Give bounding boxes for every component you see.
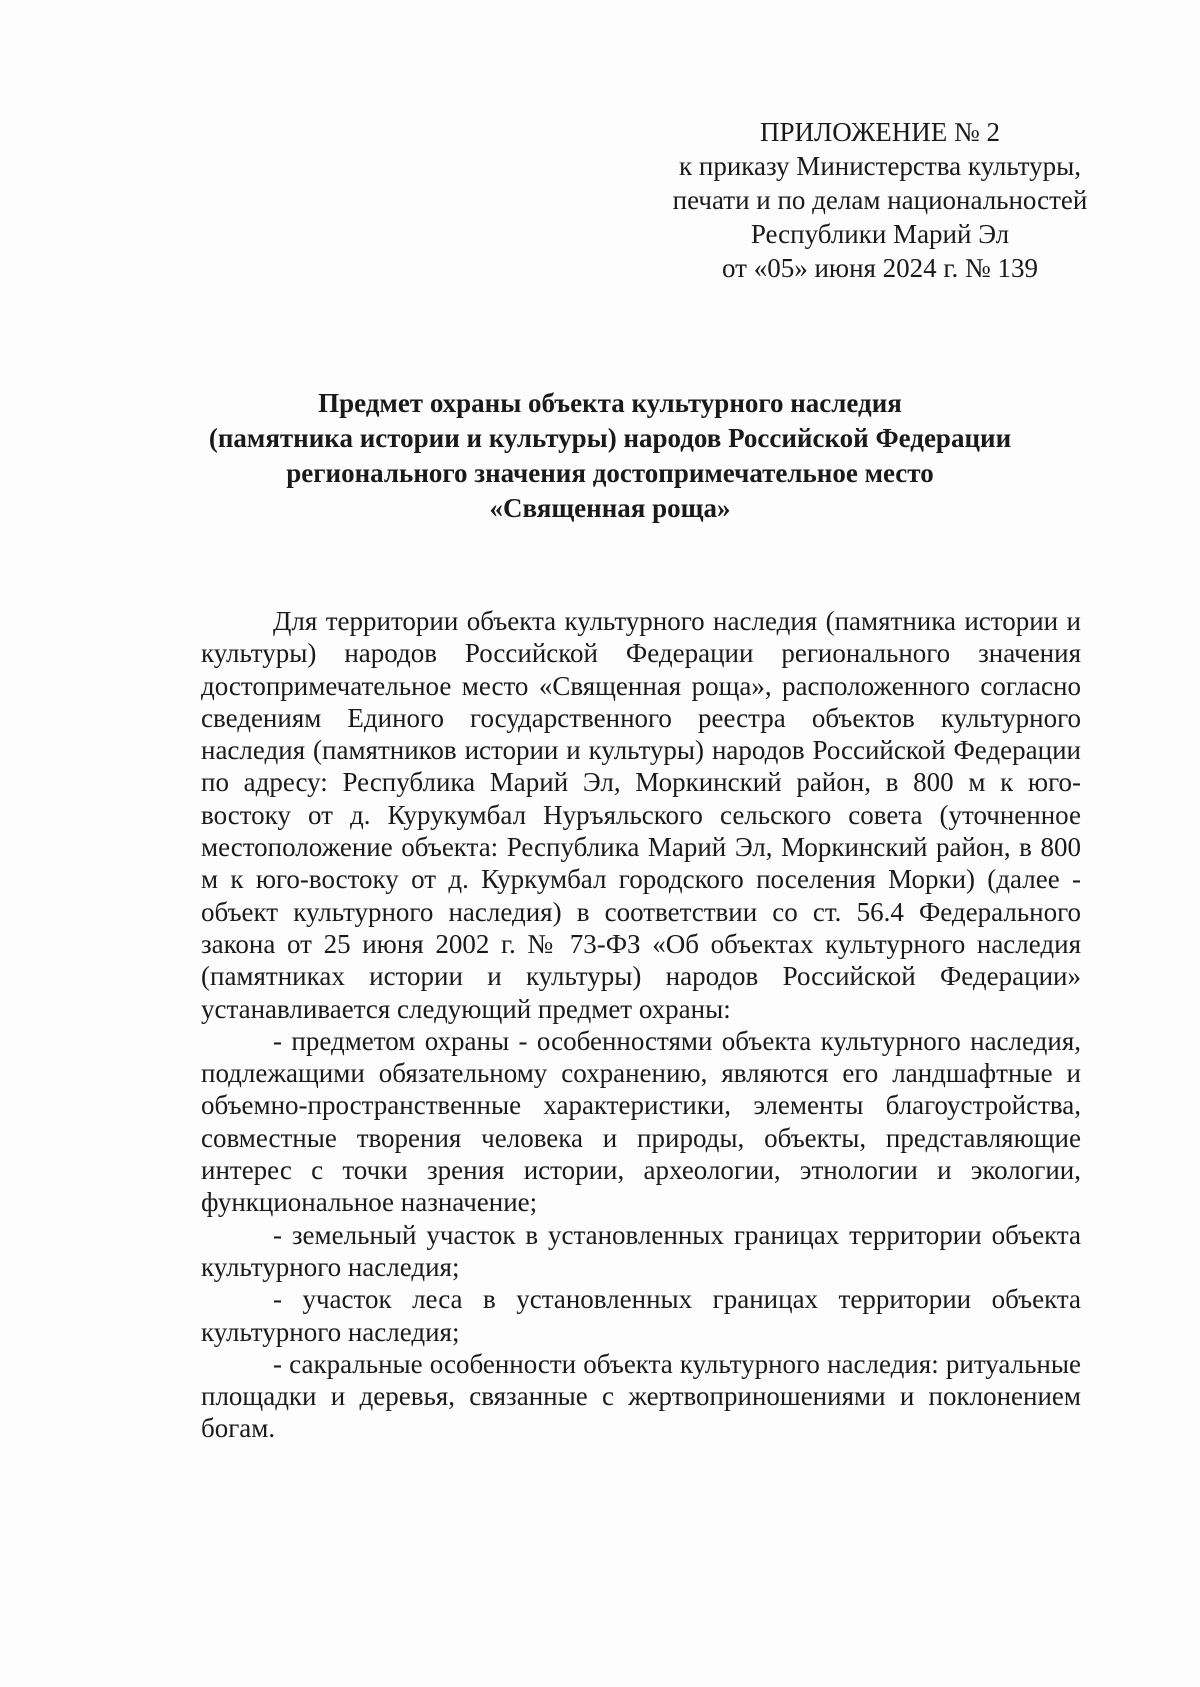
title-line-3: регионального значения достопримечательное место: [286, 458, 934, 488]
republic-line: Республики Марий Эл: [750, 219, 1010, 249]
protection-item-4: - сакральные особенности объекта культурного наследия: ритуальные площадки и деревья, связанные с жертвоприношениями и поклонением богам.: [201, 1348, 1081, 1444]
protection-item-2: - земельный участок в установленных границах территории объекта культурного наследия;: [201, 1219, 1081, 1282]
title-line-2: (памятника истории и культуры) народов Российской Федерации: [208, 423, 1012, 453]
appendix-heading: ПРИЛОЖЕНИЕ № 2: [759, 117, 1001, 147]
title-line-1: Предмет охраны объекта культурного наследия: [318, 388, 902, 418]
protection-item-1: - предметом охраны - особенностями объекта культурного наследия, подлежащими обязательному сохранению, являются его ландшафтные и объемно-пространственные характеристики, элементы благоустройства, совместные творения человека и природы, объекты, представляющие интерес с точки зрения истории, археологии, этнологии и экологии, функциональное назначение;: [201, 1025, 1081, 1218]
title-line-4: «Священная роща»: [489, 493, 731, 523]
protection-item-3: - участок леса в установленных границах территории объекта культурного наследия;: [201, 1284, 1081, 1347]
document-body: [201, 605, 1081, 1445]
intro-paragraph: Для территории объекта культурного наследия (памятника истории и культуры) народов Российской Федерации регионального значения достопримечательное место «Священная роща», расположенного согласно сведениям Единого государственного реестра объектов культурного наследия (памятников истории и культуры) народов Российской Федерации по адресу: Республика Марий Эл, Моркинский район, в 800 м к юго-востоку от д. Курукумбал Нуръяльского сельского совета (уточненное местоположение объекта: Республика Марий Эл, Моркинский район, в 800 м к юго-востоку от д. Куркумбал городского поселения Морки) (далее - объект культурного наследия) в соответствии со ст. 56.4 Федерального закона от 25 июня 2002 г. № 73-ФЗ «Об объектах культурного наследия (памятниках истории и культуры) народов Российской Федерации» устанавливается следующий предмет охраны:: [201, 606, 1081, 1024]
order-date-number: от «05» июня 2024 г. № 139: [722, 253, 1038, 283]
approval-block: [640, 115, 1120, 285]
ministry-line: печати и по делам национальностей: [672, 185, 1088, 215]
document-title: [130, 386, 1090, 526]
order-reference-line: к приказу Министерства культуры,: [679, 151, 1081, 181]
